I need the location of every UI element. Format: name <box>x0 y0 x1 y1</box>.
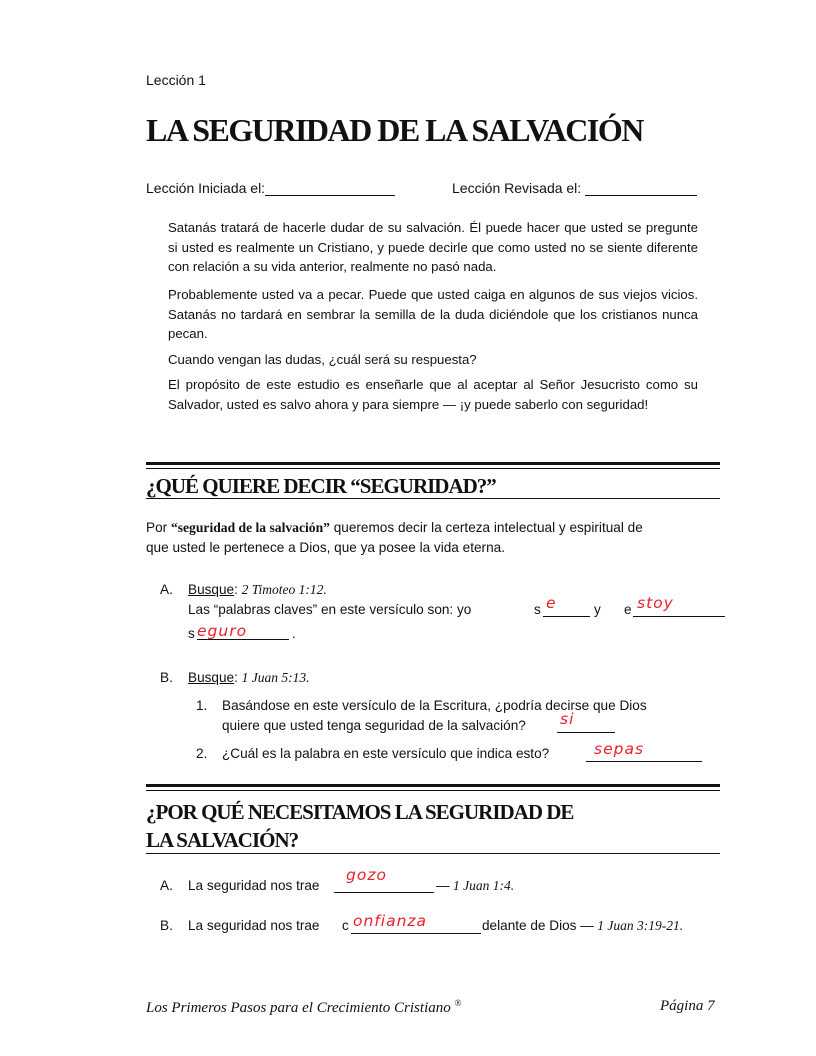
lesson-reviewed <box>452 180 697 196</box>
started-date-blank[interactable] <box>265 181 395 196</box>
item-a-period: . <box>292 626 296 641</box>
item-a-e-letter: e <box>624 602 632 617</box>
section1-rule-thick <box>146 462 720 465</box>
q1-answer: si <box>560 710 575 728</box>
item-a-line2: Las “palabras claves” en este versículo son: yo <box>188 602 472 617</box>
q2-blank[interactable] <box>586 760 702 762</box>
footer-title <box>146 998 461 1017</box>
busque-colon: : <box>234 582 238 597</box>
section2-heading-line-1: ¿POR QUÉ NECESITAMOS LA SEGURIDAD DE <box>146 800 574 824</box>
s2-item-b-after <box>482 916 683 936</box>
s2-item-a-blank[interactable] <box>334 891 434 893</box>
item-b-busque <box>188 668 310 688</box>
definition-line-2: que usted le pertenece a Dios, que ya posee la vida eterna. <box>146 540 505 555</box>
item-a-answer-1: e <box>546 594 557 612</box>
item-a-busque <box>188 580 327 600</box>
s2-item-b-c-letter: c <box>342 918 349 933</box>
item-b-reference: 1 Juan 5:13. <box>241 670 310 685</box>
intro-paragraph-4: El propósito de este estudio es enseñarle que al aceptar al Señor Jesucristo como su Salvador, usted es salvo ahora y para siempre — ¡y puede saberlo con seguridad! <box>168 377 698 412</box>
section1-heading-text: ¿QUÉ QUIERE DECIR “SEGURIDAD?” <box>146 474 496 498</box>
q1-line-2: quiere que usted tenga seguridad de la salvación? <box>222 718 526 733</box>
s2-item-b-letter: B. <box>160 918 173 933</box>
s2-item-a-letter: A. <box>160 878 173 893</box>
footer-title-text: Los Primeros Pasos para el Crecimiento Cristiano <box>146 1000 451 1016</box>
s2-item-a-dash: — <box>436 878 450 893</box>
s2-item-b-blank[interactable] <box>351 932 481 934</box>
definition-line-1 <box>146 518 726 538</box>
s2-item-b-answer: onfianza <box>353 912 428 930</box>
s2-item-a-answer: gozo <box>346 866 387 884</box>
lesson-started <box>146 180 395 196</box>
busque-colon: : <box>234 670 238 685</box>
section1-heading-underline <box>146 498 720 499</box>
section2-heading-underline <box>146 853 720 854</box>
intro-paragraph-3: Cuando vengan las dudas, ¿cuál será su respuesta? <box>168 352 477 367</box>
q2-answer: sepas <box>594 740 645 758</box>
page-number: Página 7 <box>660 998 715 1014</box>
lesson-label: Lección 1 <box>146 72 206 88</box>
reviewed-date-blank[interactable] <box>585 181 697 196</box>
q2-number: 2. <box>196 746 208 761</box>
item-a-blank-2[interactable] <box>633 615 725 617</box>
intro-paragraph-1: Satanás tratará de hacerle dudar de su salvación. Él puede hacer que usted se pregunte si usted es realmente un Cristiano, y puede decirle que como usted no se siente diferente con relación a su vida anterior, realmente no pasó nada. <box>168 220 698 274</box>
page-title: LA SEGURIDAD DE LA SALVACIÓN <box>146 112 643 148</box>
definition-rest: queremos decir la certeza intelectual y espiritual de <box>329 520 643 535</box>
section2-rule-thin <box>146 790 720 791</box>
started-label: Lección Iniciada el: <box>146 180 266 196</box>
intro-paragraph-2: Probablemente usted va a pecar. Puede que usted caiga en algunos de sus viejos vicios. Satanás no tardará en sembrar la semilla de la duda diciéndole que los cristianos nunca pecan. <box>168 287 698 341</box>
item-b-letter: B. <box>160 670 173 685</box>
q1-blank[interactable] <box>557 731 615 733</box>
s2-item-b-after-text: delante de Dios — <box>482 918 594 933</box>
section1-heading <box>146 474 496 499</box>
item-a-reference: 2 Timoteo 1:12. <box>241 582 327 597</box>
s2-item-a-reference <box>436 876 514 896</box>
q2-text: ¿Cuál es la palabra en este versículo que indica esto? <box>222 746 550 761</box>
item-a-s2-letter: s <box>188 626 195 641</box>
s2-item-a-ref: 1 Juan 1:4. <box>453 878 515 893</box>
definition-prefix: Por <box>146 520 171 535</box>
section2-heading-line-2: LA SALVACIÓN? <box>146 828 299 852</box>
q1-line-1: Basándose en este versículo de la Escritura, ¿podría decirse que Dios <box>222 698 647 713</box>
reviewed-label: Lección Revisada el: <box>452 180 582 196</box>
section1-rule-thin <box>146 468 720 469</box>
item-a-answer-2: stoy <box>637 594 674 612</box>
item-a-answer-3: eguro <box>197 622 248 640</box>
s2-item-a-text: La seguridad nos trae <box>188 878 320 893</box>
definition-term: “seguridad de la salvación” <box>170 520 330 535</box>
busque-label: Busque <box>188 670 235 685</box>
s2-item-b-text: La seguridad nos trae <box>188 918 320 933</box>
section2-rule-thick <box>146 784 720 787</box>
q1-number: 1. <box>196 698 208 713</box>
s2-item-b-ref: 1 Juan 3:19-21. <box>597 918 684 933</box>
busque-label: Busque <box>188 582 235 597</box>
registered-mark: ® <box>454 998 462 1008</box>
item-a-s-letter: s <box>534 602 541 617</box>
item-a-letter: A. <box>160 582 173 597</box>
item-a-y-word: y <box>594 602 601 617</box>
item-a-blank-1[interactable] <box>543 615 590 617</box>
